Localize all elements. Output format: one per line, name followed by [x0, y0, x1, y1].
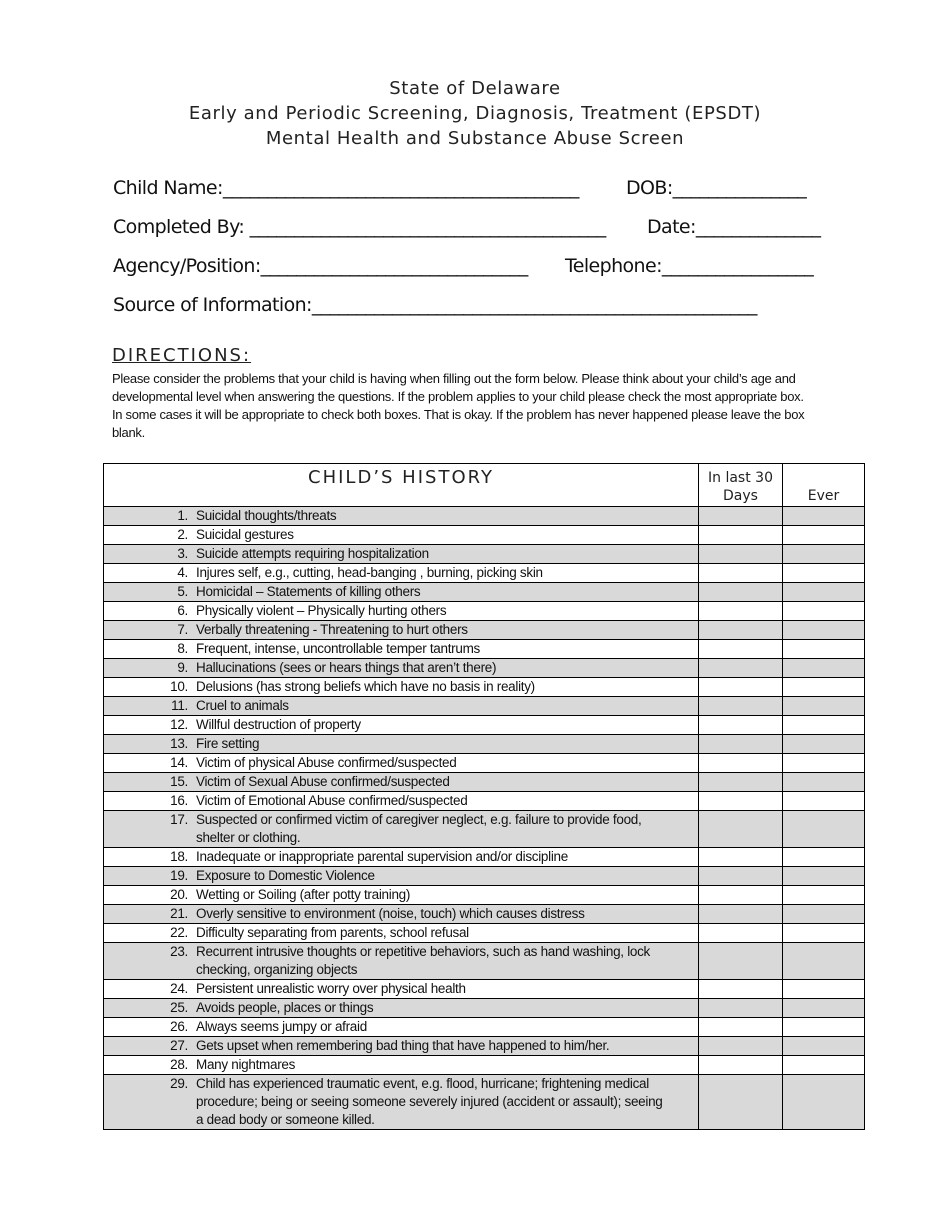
table-row — [104, 716, 865, 735]
item-text: Willful destruction of property — [196, 717, 361, 732]
last-30-days-checkbox[interactable] — [699, 716, 783, 735]
item-text: Overly sensitive to environment (noise, touch) which causes distress — [196, 906, 585, 921]
item-text: Victim of Sexual Abuse confirmed/suspected — [196, 774, 450, 789]
last-30-days-checkbox[interactable] — [699, 697, 783, 716]
history-item-cell — [104, 792, 699, 811]
child-name-label: Child Name:________________________________________ — [113, 177, 579, 199]
ever-checkbox[interactable] — [783, 640, 865, 659]
history-item-cell — [104, 999, 699, 1018]
childs-history-table — [103, 463, 865, 1130]
table-row — [104, 999, 865, 1018]
last-30-days-checkbox[interactable] — [699, 1018, 783, 1037]
table-row — [104, 905, 865, 924]
header-program: Early and Periodic Screening, Diagnosis, Treatment (EPSDT) — [188, 103, 762, 124]
item-number: 18. — [170, 849, 188, 864]
source-of-information-field[interactable] — [113, 294, 757, 316]
item-number: 16. — [170, 793, 188, 808]
last-30-days-checkbox[interactable] — [699, 507, 783, 526]
table-row — [104, 583, 865, 602]
history-item-cell — [104, 564, 699, 583]
ever-checkbox[interactable] — [783, 867, 865, 886]
item-text: Verbally threatening - Threatening to hurt others — [196, 622, 468, 637]
table-row — [104, 621, 865, 640]
item-text: Victim of physical Abuse confirmed/suspected — [196, 755, 457, 770]
history-item-cell — [104, 640, 699, 659]
history-item-cell — [104, 1037, 699, 1056]
ever-checkbox[interactable] — [783, 848, 865, 867]
item-number: 28. — [170, 1057, 188, 1072]
agency-position-label: Agency/Position:______________________________ — [113, 255, 528, 277]
telephone-field[interactable] — [565, 255, 813, 277]
item-number: 19. — [170, 868, 188, 883]
ever-checkbox[interactable] — [783, 905, 865, 924]
ever-checkbox[interactable] — [783, 621, 865, 640]
history-item-cell — [104, 526, 699, 545]
item-text: Wetting or Soiling (after potty training) — [196, 887, 411, 902]
ever-checkbox[interactable] — [783, 602, 865, 621]
table-row — [104, 773, 865, 792]
ever-checkbox[interactable] — [783, 980, 865, 999]
telephone-label: Telephone:_________________ — [565, 255, 814, 277]
last-30-days-checkbox[interactable] — [699, 1037, 783, 1056]
last-30-days-checkbox[interactable] — [699, 526, 783, 545]
directions-title: DIRECTIONS: — [112, 345, 252, 366]
dob-label: DOB:_______________ — [626, 177, 807, 199]
item-text: Injures self, e.g., cutting, head-banging , burning, picking skin — [196, 565, 543, 580]
table-row — [104, 943, 865, 980]
table-row — [104, 564, 865, 583]
item-number: 29. — [170, 1076, 188, 1091]
ever-checkbox[interactable] — [783, 924, 865, 943]
item-text: Many nightmares — [196, 1057, 296, 1072]
last-30-days-checkbox[interactable] — [699, 980, 783, 999]
item-number: 6. — [177, 603, 188, 618]
table-row — [104, 545, 865, 564]
last-30-days-checkbox[interactable] — [699, 848, 783, 867]
item-text: Suicide attempts requiring hospitalization — [196, 546, 429, 561]
item-text: Inadequate or inappropriate parental supervision and/or discipline — [196, 849, 568, 864]
last-30-days-checkbox[interactable] — [699, 811, 783, 848]
table-row — [104, 754, 865, 773]
table-row — [104, 1056, 865, 1075]
item-number: 4. — [177, 565, 188, 580]
table-row — [104, 1018, 865, 1037]
history-item-cell — [104, 735, 699, 754]
table-row — [104, 924, 865, 943]
ever-checkbox[interactable] — [783, 507, 865, 526]
history-item-cell — [104, 943, 699, 980]
last-30-days-checkbox[interactable] — [699, 924, 783, 943]
header-screen-title: Mental Health and Substance Abuse Screen — [265, 128, 685, 149]
table-row — [104, 867, 865, 886]
ever-checkbox[interactable] — [783, 1075, 865, 1130]
item-number: 14. — [170, 755, 188, 770]
item-number: 15. — [170, 774, 188, 789]
ever-checkbox[interactable] — [783, 1037, 865, 1056]
table-row — [104, 848, 865, 867]
item-number: 3. — [177, 546, 188, 561]
item-text: Physically violent – Physically hurting others — [196, 603, 447, 618]
item-text: Persistent unrealistic worry over physical health — [196, 981, 466, 996]
last-30-days-checkbox[interactable] — [699, 999, 783, 1018]
item-text: Frequent, intense, uncontrollable temper tantrums — [196, 641, 480, 656]
history-item-cell — [104, 545, 699, 564]
last-30-days-checkbox[interactable] — [699, 773, 783, 792]
ever-checkbox[interactable] — [783, 773, 865, 792]
child-name-field[interactable] — [113, 177, 579, 199]
item-text: Suicidal thoughts/threats — [196, 508, 337, 523]
item-number: 11. — [171, 698, 188, 713]
table-row — [104, 980, 865, 999]
table-row — [104, 678, 865, 697]
ever-checkbox[interactable] — [783, 545, 865, 564]
history-item-cell — [104, 773, 699, 792]
directions-text: Please consider the problems that your child is having when filling out the form below. Please think about your child’s age and developmental level when answering the questions. If the problem applies to your child please check the most appropriate box. In some cases it will be appropriate to check both boxes. That is okay. If the problem has never happened please leave the box blank. — [112, 371, 805, 440]
history-item-cell — [104, 905, 699, 924]
history-item-cell — [104, 1075, 699, 1130]
table-row — [104, 697, 865, 716]
history-item-cell — [104, 980, 699, 999]
ever-checkbox[interactable] — [783, 564, 865, 583]
table-title: CHILD’S HISTORY — [104, 464, 699, 507]
table-header-row — [104, 464, 865, 507]
completed-by-field[interactable] — [113, 216, 606, 238]
history-item-cell — [104, 848, 699, 867]
item-text: Delusions (has strong beliefs which have no basis in reality) — [196, 679, 535, 694]
last-30-days-checkbox[interactable] — [699, 1075, 783, 1130]
last-30-days-checkbox[interactable] — [699, 621, 783, 640]
header-state: State of Delaware — [389, 78, 561, 99]
table-row — [104, 659, 865, 678]
item-number: 12. — [170, 717, 188, 732]
table-row — [104, 526, 865, 545]
col-ever: Ever — [783, 464, 865, 507]
item-text: Gets upset when remembering bad thing that have happened to him/her. — [196, 1038, 610, 1053]
item-number: 2. — [177, 527, 188, 542]
item-number: 10. — [170, 679, 188, 694]
table-row — [104, 792, 865, 811]
item-number: 27. — [170, 1038, 188, 1053]
ever-checkbox[interactable] — [783, 943, 865, 980]
history-item-cell — [104, 811, 699, 848]
history-item-cell — [104, 507, 699, 526]
history-item-cell — [104, 754, 699, 773]
last-30-days-checkbox[interactable] — [699, 564, 783, 583]
ever-checkbox[interactable] — [783, 526, 865, 545]
item-text: Suspected or confirmed victim of caregiver neglect, e.g. failure to provide food, shelter or clothing. — [196, 812, 642, 845]
form-header — [0, 76, 950, 151]
item-text: Recurrent intrusive thoughts or repetitive behaviors, such as hand washing, lock checking, organizing objects — [196, 944, 651, 977]
ever-checkbox[interactable] — [783, 886, 865, 905]
completed-by-label: Completed By: ________________________________________ — [113, 216, 606, 238]
agency-position-field[interactable] — [113, 255, 528, 277]
ever-checkbox[interactable] — [783, 1018, 865, 1037]
table-row — [104, 886, 865, 905]
item-number: 17. — [170, 812, 188, 827]
ever-checkbox[interactable] — [783, 716, 865, 735]
item-number: 13. — [170, 736, 188, 751]
item-number: 9. — [177, 660, 188, 675]
item-number: 25. — [170, 1000, 188, 1015]
last-30-days-checkbox[interactable] — [699, 754, 783, 773]
history-item-cell — [104, 583, 699, 602]
history-item-cell — [104, 659, 699, 678]
item-number: 7. — [177, 622, 188, 637]
item-text: Suicidal gestures — [196, 527, 294, 542]
history-item-cell — [104, 716, 699, 735]
table-row — [104, 735, 865, 754]
history-item-cell — [104, 924, 699, 943]
item-text: Difficulty separating from parents, school refusal — [196, 925, 469, 940]
item-text: Cruel to animals — [196, 698, 289, 713]
item-number: 26. — [170, 1019, 188, 1034]
last-30-days-checkbox[interactable] — [699, 545, 783, 564]
history-item-cell — [104, 886, 699, 905]
history-item-cell — [104, 621, 699, 640]
table-row — [104, 640, 865, 659]
dob-field[interactable] — [626, 177, 806, 199]
last-30-days-checkbox[interactable] — [699, 867, 783, 886]
last-30-days-checkbox[interactable] — [699, 640, 783, 659]
history-item-cell — [104, 697, 699, 716]
item-text: Homicidal – Statements of killing others — [196, 584, 421, 599]
table-row — [104, 507, 865, 526]
last-30-days-checkbox[interactable] — [699, 905, 783, 924]
date-field[interactable] — [647, 216, 820, 238]
ever-checkbox[interactable] — [783, 792, 865, 811]
last-30-days-checkbox[interactable] — [699, 583, 783, 602]
history-item-cell — [104, 602, 699, 621]
item-number: 21. — [170, 906, 188, 921]
item-text: Always seems jumpy or afraid — [196, 1019, 367, 1034]
item-text: Child has experienced traumatic event, e.g. flood, hurricane; frightening medical procedure; being or seeing someone severely injured (accident or assault); seeing a dead body or someone killed. — [196, 1076, 663, 1127]
last-30-days-checkbox[interactable] — [699, 659, 783, 678]
ever-checkbox[interactable] — [783, 697, 865, 716]
source-of-information-label: Source of Information:__________________________________________________ — [113, 294, 757, 316]
history-item-cell — [104, 1018, 699, 1037]
table-row — [104, 602, 865, 621]
item-text: Hallucinations (sees or hears things that aren’t there) — [196, 660, 497, 675]
item-number: 22. — [170, 925, 188, 940]
ever-checkbox[interactable] — [783, 754, 865, 773]
item-text: Fire setting — [196, 736, 260, 751]
last-30-days-checkbox[interactable] — [699, 602, 783, 621]
ever-checkbox[interactable] — [783, 659, 865, 678]
ever-checkbox[interactable] — [783, 811, 865, 848]
item-text: Exposure to Domestic Violence — [196, 868, 375, 883]
item-number: 1. — [177, 508, 188, 523]
ever-checkbox[interactable] — [783, 735, 865, 754]
item-number: 23. — [170, 944, 188, 959]
ever-checkbox[interactable] — [783, 999, 865, 1018]
last-30-days-checkbox[interactable] — [699, 678, 783, 697]
ever-checkbox[interactable] — [783, 678, 865, 697]
table-row — [104, 811, 865, 848]
history-item-cell — [104, 1056, 699, 1075]
item-number: 8. — [177, 641, 188, 656]
date-label: Date:______________ — [647, 216, 821, 238]
last-30-days-checkbox[interactable] — [699, 943, 783, 980]
last-30-days-checkbox[interactable] — [699, 792, 783, 811]
table-row — [104, 1075, 865, 1130]
last-30-days-checkbox[interactable] — [699, 886, 783, 905]
last-30-days-checkbox[interactable] — [699, 735, 783, 754]
item-number: 5. — [177, 584, 188, 599]
item-number: 20. — [170, 887, 188, 902]
item-text: Avoids people, places or things — [196, 1000, 374, 1015]
item-number: 24. — [170, 981, 188, 996]
ever-checkbox[interactable] — [783, 1056, 865, 1075]
item-text: Victim of Emotional Abuse confirmed/suspected — [196, 793, 468, 808]
last-30-days-checkbox[interactable] — [699, 1056, 783, 1075]
table-row — [104, 1037, 865, 1056]
ever-checkbox[interactable] — [783, 583, 865, 602]
history-item-cell — [104, 678, 699, 697]
history-item-cell — [104, 867, 699, 886]
col-last-30-days: In last 30 Days — [699, 464, 783, 507]
